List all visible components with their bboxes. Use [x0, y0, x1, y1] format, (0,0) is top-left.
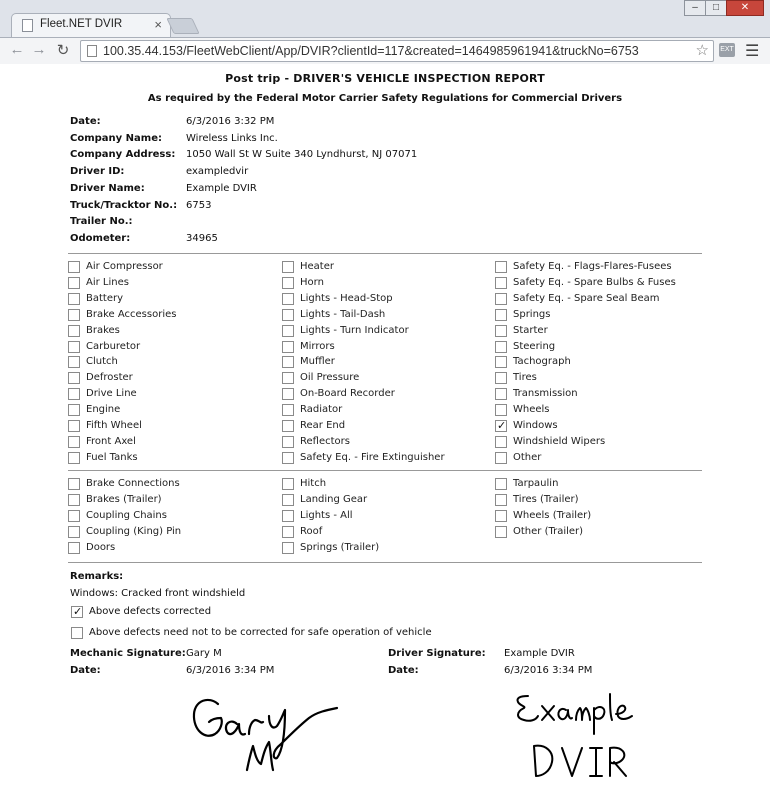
checklist-item-label: Heater — [300, 261, 334, 272]
checkbox[interactable] — [68, 341, 80, 353]
checklist-item-label: Engine — [86, 404, 121, 416]
checklist-item[interactable] — [68, 526, 278, 540]
checklist-item-label: Radiator — [300, 404, 343, 416]
checklist-item-label: Lights - Turn Indicator — [300, 324, 409, 336]
mechanic-signature-label: Mechanic Signature: — [70, 648, 186, 659]
checklist-item-label: Horn — [300, 276, 324, 288]
checkbox[interactable] — [68, 325, 80, 337]
checklist-item-label: Springs (Trailer) — [300, 542, 380, 553]
tab-close-icon[interactable]: × — [154, 17, 162, 32]
browser-toolbar — [0, 37, 770, 64]
checkbox[interactable] — [282, 478, 294, 490]
driver-signature-label: Driver Signature: — [388, 648, 486, 659]
info-value: Wireless Links Inc. — [186, 132, 278, 144]
checklist-item[interactable] — [282, 388, 492, 402]
mechanic-name: Gary M — [186, 648, 222, 659]
driver-signature-row — [388, 648, 708, 664]
dvir-report — [0, 64, 770, 800]
checkbox[interactable] — [282, 526, 294, 538]
checkbox[interactable] — [282, 542, 294, 554]
checklist-item-label: Wheels (Trailer) — [513, 510, 592, 521]
new-tab-button[interactable] — [166, 18, 199, 34]
checklist-item-label: Roof — [300, 526, 323, 537]
checklist-item-label: Air Lines — [86, 276, 129, 288]
hamburger-menu-icon[interactable]: ☰ — [745, 43, 760, 60]
checklist-item-label: Lights - Head-Stop — [300, 292, 393, 304]
checklist-item-label: Safety Eq. - Spare Seal Beam — [513, 292, 660, 304]
checklist-item[interactable] — [68, 494, 278, 508]
checklist-item-label: Air Compressor — [86, 261, 163, 272]
checkbox[interactable] — [68, 388, 80, 400]
checkbox[interactable] — [495, 404, 507, 416]
checkbox[interactable] — [495, 510, 507, 522]
checklist-item[interactable] — [495, 309, 705, 323]
checklist-item[interactable] — [495, 404, 705, 418]
checkbox[interactable] — [68, 494, 80, 506]
checklist-item[interactable] — [495, 478, 705, 492]
mechanic-date-label: Date: — [70, 665, 101, 676]
checkbox[interactable] — [68, 372, 80, 384]
checklist-item[interactable] — [495, 293, 705, 307]
checkbox[interactable] — [495, 478, 507, 490]
info-label: Driver Name: — [70, 182, 145, 194]
checklist-item[interactable] — [282, 452, 492, 466]
checklist-item[interactable] — [495, 372, 705, 386]
checklist-item-label: Battery — [86, 292, 124, 304]
checklist-item[interactable] — [282, 325, 492, 339]
mechanic-date-row — [70, 665, 370, 681]
checkbox[interactable] — [495, 261, 507, 273]
checkbox[interactable] — [282, 277, 294, 289]
checklist-item-label: Muffler — [300, 356, 335, 368]
info-row — [70, 149, 670, 165]
checklist-item[interactable] — [282, 420, 492, 434]
info-value: 6753 — [186, 199, 212, 211]
checklist-item-label: Fifth Wheel — [86, 420, 142, 431]
checklist-item-label: Brake Connections — [86, 478, 180, 489]
info-row — [70, 233, 670, 249]
report-title: Post trip - DRIVER'S VEHICLE INSPECTION REPORT — [225, 72, 545, 85]
maximize-button[interactable]: □ — [705, 0, 727, 16]
checklist-item[interactable] — [68, 293, 278, 307]
checkbox[interactable] — [282, 293, 294, 305]
info-label: Driver ID: — [70, 166, 125, 178]
checklist-item[interactable] — [282, 526, 492, 540]
checkbox[interactable] — [495, 526, 507, 538]
minimize-button[interactable]: – — [684, 0, 706, 16]
checkbox[interactable] — [68, 261, 80, 273]
checklist-item-label: Reflectors — [300, 435, 350, 447]
checklist-item-label: Other (Trailer) — [513, 526, 584, 537]
checkbox[interactable] — [282, 388, 294, 400]
defects-not-needed-label: Above defects need not to be corrected for safe operation of vehicle — [89, 627, 432, 638]
browser-chrome — [0, 0, 770, 64]
address-url[interactable]: 100.35.44.153/FleetWebClient/App/DVIR?clientId=117&created=1464985961941&truckNo=6753 — [103, 44, 639, 58]
checkbox[interactable] — [68, 510, 80, 522]
checklist-item-label: Wheels — [513, 404, 550, 416]
checklist-item[interactable] — [68, 510, 278, 524]
divider — [68, 470, 702, 471]
checkbox[interactable] — [282, 510, 294, 522]
checkbox[interactable] — [282, 341, 294, 353]
checklist-item[interactable] — [495, 420, 705, 434]
checkbox[interactable] — [282, 261, 294, 273]
info-label: Company Address: — [70, 149, 176, 161]
checkbox[interactable] — [68, 452, 80, 464]
checklist-item[interactable] — [68, 478, 278, 492]
divider — [68, 253, 702, 254]
checkbox[interactable] — [68, 293, 80, 305]
info-row — [70, 183, 670, 199]
checklist-item-label: Tarpaulin — [513, 478, 559, 489]
checklist-item-label: Rear End — [300, 420, 346, 431]
checklist-item-label: Front Axel — [86, 435, 136, 447]
driver-date-label: Date: — [388, 665, 419, 676]
checklist-item-label: Mirrors — [300, 340, 335, 352]
checklist-item[interactable] — [282, 436, 492, 450]
checkbox[interactable] — [68, 542, 80, 554]
back-arrow-icon[interactable]: ← — [9, 41, 25, 58]
checklist-item-label: Coupling (King) Pin — [86, 526, 182, 537]
checkbox[interactable] — [495, 372, 507, 384]
checkbox[interactable] — [282, 325, 294, 337]
checklist-item-label: Brakes (Trailer) — [86, 494, 162, 505]
checklist-item-label: Brakes — [86, 324, 120, 336]
checklist-item[interactable] — [495, 388, 705, 402]
checklist-item-label: Drive Line — [86, 388, 137, 400]
checklist-item-label: Tachograph — [513, 356, 571, 368]
info-value: Example DVIR — [186, 182, 257, 194]
checklist-item[interactable] — [68, 372, 278, 386]
checklist-item[interactable] — [495, 356, 705, 370]
checklist-item[interactable] — [282, 261, 492, 275]
checklist-item[interactable] — [495, 277, 705, 291]
checkbox[interactable] — [282, 309, 294, 321]
checklist-item[interactable] — [282, 277, 492, 291]
driver-date-row — [388, 665, 708, 681]
remarks-text: Windows: Cracked front windshield — [70, 588, 246, 599]
checkbox[interactable] — [68, 436, 80, 448]
checklist-item[interactable] — [282, 404, 492, 418]
checklist-item-label: Safety Eq. - Spare Bulbs & Fuses — [513, 276, 676, 288]
checklist-item[interactable] — [282, 341, 492, 355]
checkbox[interactable] — [495, 277, 507, 289]
info-value: 1050 Wall St W Suite 340 Lyndhurst, NJ 07071 — [186, 149, 418, 161]
checklist-item[interactable] — [495, 494, 705, 508]
checklist-item[interactable] — [282, 478, 492, 492]
mechanic-handwritten-signature — [185, 690, 345, 780]
checklist-item[interactable] — [495, 341, 705, 355]
checklist-item-label: Windshield Wipers — [513, 435, 606, 447]
checklist-item[interactable] — [68, 420, 278, 434]
checkbox[interactable] — [495, 356, 507, 368]
info-value: 34965 — [186, 232, 218, 244]
info-row — [70, 216, 670, 232]
checkbox[interactable] — [68, 277, 80, 289]
checklist-item-label: Lights - All — [300, 510, 353, 521]
checkbox[interactable] — [68, 526, 80, 538]
checklist-item[interactable] — [68, 436, 278, 450]
checklist-item[interactable] — [68, 356, 278, 370]
checklist-item-label: Springs — [513, 308, 551, 320]
checklist-item[interactable] — [68, 404, 278, 418]
checklist-item-label: Lights - Tail-Dash — [300, 308, 386, 320]
checkbox[interactable] — [68, 478, 80, 490]
page-icon — [87, 45, 97, 57]
checklist-item-label: Fuel Tanks — [86, 451, 138, 463]
checkbox[interactable] — [68, 420, 80, 432]
checklist-item[interactable] — [68, 452, 278, 466]
divider — [68, 562, 702, 563]
checklist-item[interactable] — [495, 526, 705, 540]
checklist-item[interactable] — [282, 293, 492, 307]
checklist-item[interactable] — [68, 542, 278, 556]
checklist-item-label: On-Board Recorder — [300, 388, 395, 400]
info-value: exampledvir — [186, 166, 249, 178]
checkbox-checked[interactable] — [495, 420, 507, 432]
browser-tab[interactable] — [11, 13, 171, 37]
driver-name: Example DVIR — [504, 648, 575, 659]
driver-date: 6/3/2016 3:34 PM — [504, 665, 593, 676]
checkbox[interactable] — [495, 452, 507, 464]
window-controls — [685, 0, 764, 16]
info-label: Odometer: — [70, 232, 131, 244]
checklist-item[interactable] — [282, 494, 492, 508]
info-value: 6/3/2016 3:32 PM — [186, 116, 275, 127]
mechanic-signature-row — [70, 648, 370, 664]
info-label: Date: — [70, 116, 101, 127]
checkbox[interactable] — [71, 627, 83, 639]
checklist-item[interactable] — [282, 356, 492, 370]
checkbox[interactable] — [495, 341, 507, 353]
checklist-item-label: Tires (Trailer) — [513, 494, 579, 505]
checklist-item-label: Defroster — [86, 372, 133, 384]
address-bar[interactable] — [80, 40, 714, 62]
checklist-item-label: Transmission — [513, 388, 578, 400]
checklist-item[interactable] — [495, 261, 705, 275]
remarks-label: Remarks: — [70, 571, 124, 582]
info-row — [70, 116, 670, 132]
info-row — [70, 133, 670, 149]
report-subtitle: As required by the Federal Motor Carrier Safety Regulations for Commercial Drivers — [147, 93, 623, 104]
driver-handwritten-signature — [506, 686, 646, 786]
checkbox[interactable] — [495, 309, 507, 321]
checkbox[interactable] — [282, 372, 294, 384]
checklist-item[interactable] — [282, 309, 492, 323]
star-icon[interactable]: ☆ — [695, 42, 709, 59]
checkbox[interactable] — [282, 420, 294, 432]
checklist-item[interactable] — [495, 452, 705, 466]
checklist-item-label: Safety Eq. - Flags-Flares-Fusees — [513, 261, 672, 272]
window-close-button[interactable]: ✕ — [726, 0, 764, 16]
checklist-item[interactable] — [68, 325, 278, 339]
extension-icon[interactable]: EXT — [719, 43, 735, 57]
defects-corrected-label: Above defects corrected — [89, 606, 212, 617]
checkbox[interactable] — [68, 309, 80, 321]
checkbox[interactable] — [282, 404, 294, 416]
checkbox[interactable] — [282, 494, 294, 506]
checkbox[interactable] — [495, 388, 507, 400]
checklist-item[interactable] — [68, 309, 278, 323]
checklist-item[interactable] — [495, 325, 705, 339]
checkbox[interactable] — [495, 494, 507, 506]
checklist-item[interactable] — [282, 372, 492, 386]
checklist-item[interactable] — [68, 388, 278, 402]
checklist-item[interactable] — [282, 542, 492, 556]
checkbox[interactable] — [495, 293, 507, 305]
checklist-item-label: Steering — [513, 340, 556, 352]
page-favicon-icon — [22, 19, 33, 32]
checkbox[interactable] — [495, 325, 507, 337]
checkbox[interactable] — [495, 436, 507, 448]
checklist-item-label: Hitch — [300, 478, 327, 489]
mechanic-date: 6/3/2016 3:34 PM — [186, 665, 275, 676]
checkbox[interactable] — [68, 356, 80, 368]
checklist-item-label: Oil Pressure — [300, 372, 360, 384]
checklist-item-label: Starter — [513, 324, 548, 336]
checklist-item-label: Brake Accessories — [86, 308, 177, 320]
checklist-item-label: Tires — [513, 372, 537, 384]
checkbox[interactable] — [71, 606, 83, 618]
checklist-item[interactable] — [495, 436, 705, 450]
info-row — [70, 200, 670, 216]
checklist-item[interactable] — [282, 510, 492, 524]
checklist-item-label: Other — [513, 451, 542, 463]
info-label: Truck/Tracktor No.: — [70, 199, 178, 211]
checkbox[interactable] — [282, 452, 294, 464]
checklist-item[interactable] — [68, 277, 278, 291]
tab-title: Fleet.NET DVIR — [40, 18, 123, 30]
checklist-item-label: Clutch — [86, 356, 118, 368]
info-row — [70, 166, 670, 182]
checklist-item[interactable] — [68, 341, 278, 355]
checklist-item-label: Coupling Chains — [86, 510, 167, 521]
checklist-item-label: Landing Gear — [300, 494, 368, 505]
checkbox[interactable] — [282, 436, 294, 448]
checklist-item[interactable] — [495, 510, 705, 524]
info-label: Company Name: — [70, 132, 162, 144]
checklist-item-label: Safety Eq. - Fire Extinguisher — [300, 451, 445, 463]
checklist-item-label: Windows — [513, 420, 558, 431]
reload-icon[interactable]: ↻ — [56, 42, 70, 59]
checklist-item-label: Carburetor — [86, 340, 141, 352]
forward-arrow-icon[interactable]: → — [31, 41, 47, 58]
checklist-item-label: Doors — [86, 542, 116, 553]
checklist-item[interactable] — [68, 261, 278, 275]
checkbox[interactable] — [282, 356, 294, 368]
checkbox[interactable] — [68, 404, 80, 416]
info-label: Trailer No.: — [70, 216, 133, 228]
